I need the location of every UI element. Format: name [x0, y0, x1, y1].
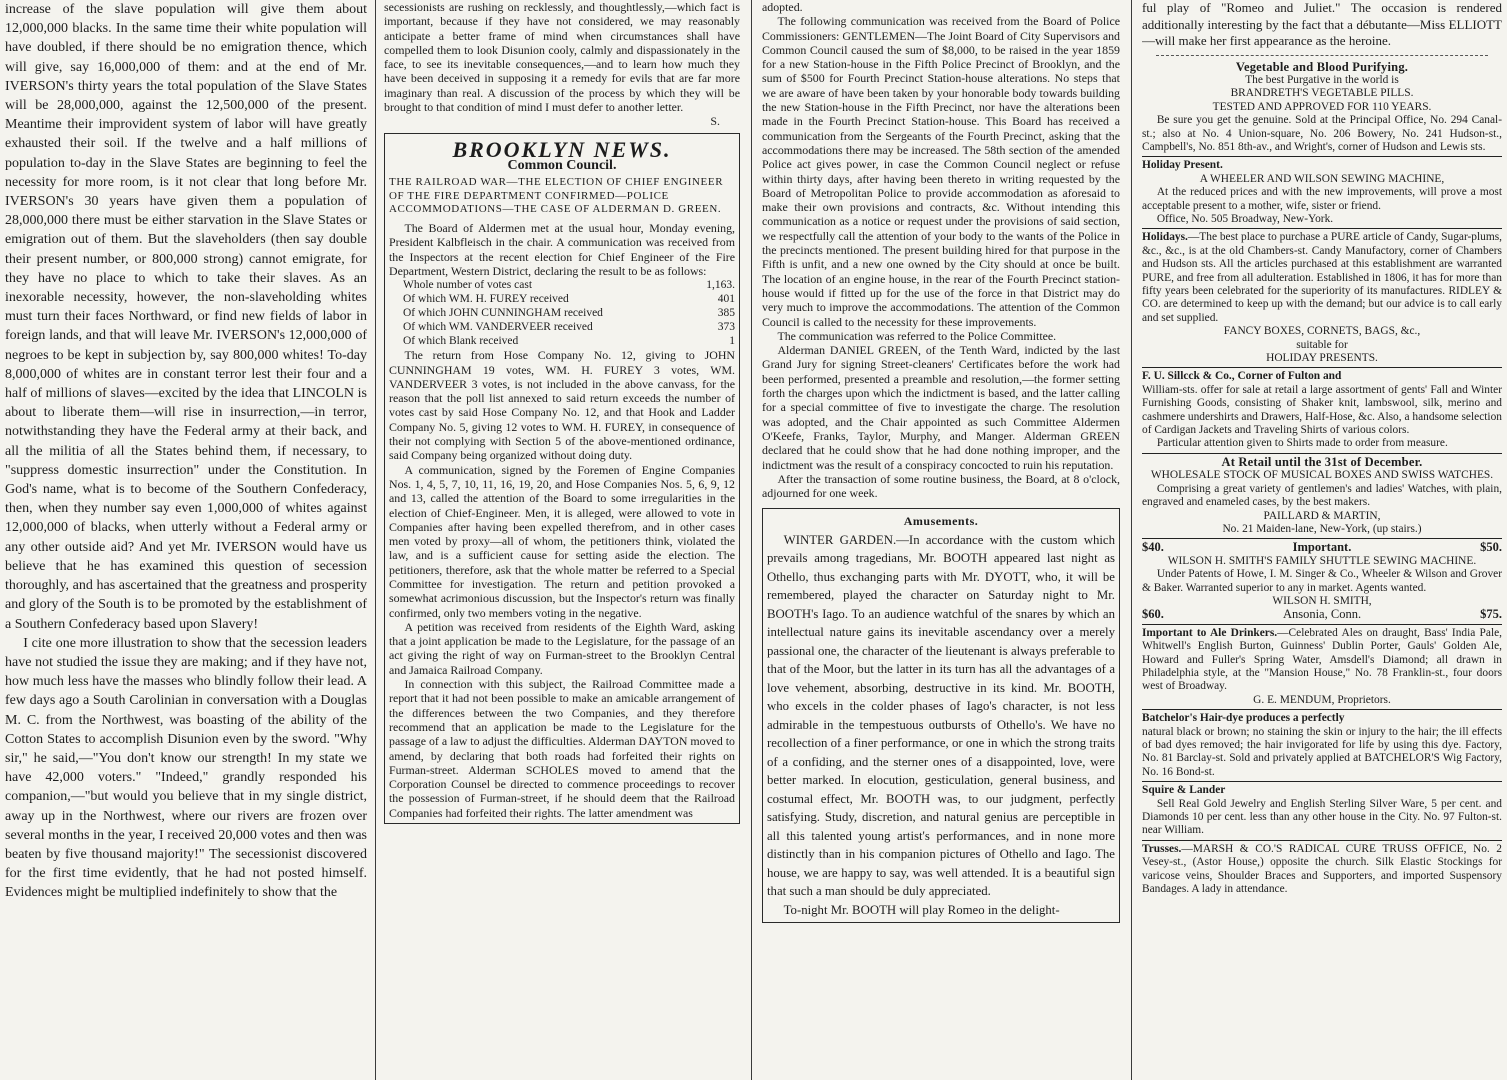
divider — [1142, 367, 1502, 368]
column-rule — [1131, 0, 1132, 1080]
column-2 — [384, 0, 740, 1080]
ad-sillcck — [1142, 370, 1502, 450]
vote-table — [389, 278, 735, 348]
article-paragraph: A communication, signed by the Foremen of Engine Companies Nos. 1, 4, 5, 7, 10, 11, 16, 19, 20, and Hose Companies Nos. 5, 6, 9, 12 and 13, called the attention of the Board to some irregularities in the election of Chief-Engineer. Men, it is alleged, were allowed to vote in Companies after having been expelled therefrom, and in other cases men voted by proxy—all of whom, the petitioners think, violated the law, and is a sufficient cause for setting aside the election. The petitioners, therefore, ask that the whole matter be referred to a Special Committee for investigation. The return and petition provoked a somewhat acrimonious discussion, but the Inspector's return was finally confirmed, only two members voting in the negative. — [389, 462, 735, 620]
column-3 — [762, 0, 1120, 1080]
article-paragraph: increase of the slave population will give them about 12,000,000 blacks. In the same time their white population will have doubled, if there should be no emigration thence, which will give, say 16,000,000 of them: and at the end of Mr. IVERSON's thirty years the total population of the Slave States will be 28,000,000, against the 12,500,000 of the present. Meantime their improvident system of labor will have greatly exhausted their soil. If the twelve and a half millions of population to-day in the Slave States are beginning to feel the necessity for more room, is it not clear that long before Mr. IVERSON's 30 years have given them a population of 28,000,000 there must be either starvation in the Slave States or emigration out of them. But the slaveholders (then say double their present number, or 800,000 strong) cannot emigrate, for they have no place to which to take their slaves. As an inexorable necessity, however, the non-slaveholding whites must turn their faces Northward, or find new fields of labor in foreign lands, and that will leave Mr. IVERSON's 12,000,000 of negroes to be kept in subjection by, say 800,000 whites! To-day 8,000,000 of whites are in constant terror lest their four and a half of millions of slaves—excited by the idea that LINCOLN is about to liberate them—will rise in insurrection,—in terror, notwithstanding they have the Federal army at their back, and all the militia of all the States behind them, if necessary, to "suppress domestic insurrection" under the Constitution. In God's name, what is to become of the Southern Confederacy, then, when they number say even 1,000,000 of whites against 12,000,000 of blacks, when utterly without a Federal army or any other outside aid? And yet Mr. IVERSON would have us believe that he has examined this question of secession thoroughly, and has ascertained that the greatness and prosperity and glory of the South is to be promoted by the establishment of a Southern Confederacy based upon Slavery! — [5, 2, 367, 632]
vote-value: 401 — [717, 293, 735, 306]
section-title: Amusements. — [903, 514, 979, 529]
divider — [1142, 709, 1502, 710]
ad-body: Be sure you get the genuine. Sold at the Principal Office, No. 294 Canal-st.; also at No. 4 Union-square, No. 206 Bowery, No. 241 Hudson-st., Campbell's, No. 851 8th-av., and Wright's, corner of Hudson and Lewis sts. — [1142, 114, 1502, 153]
article-subhead: THE RAILROAD WAR—THE ELECTION OF CHIEF ENGINEER OF THE FIRE DEPARTMENT CONFIRMED—POLICE ACCOMMODATIONS—THE CASE OF ALDERMAN D. GREEN. — [389, 176, 724, 216]
ad-body: natural black or brown; no staining the skin or injury to the hair; the ill effects of bad dyes removed; the hair invigorated for life by using this dye. Factory, No. 81 Barclay-st. Sold and privately applied at BATCHELOR'S Wig Factory, No. 16 Bond-st. — [1142, 725, 1502, 778]
ad-title: Batchelor's Hair-dye produces a perfectly — [1142, 712, 1345, 725]
ad-ale-drinkers — [1142, 627, 1502, 707]
ad-body: —Celebrated Ales on draught, Bass' India Pale, Whitwell's English Burton, Guinness' Dublin Porter, Gauls' Golden Ale, Howard and Fuller's Spring Water, Amsdell's Diamond; all drawn in Philadelphia style, at the "Mansion House," No. 78 Franklin-st., four doors west of Broadway. — [1142, 626, 1502, 693]
brooklyn-news-box — [384, 133, 740, 824]
column-rule — [375, 0, 376, 1080]
ad-squire-lander — [1142, 784, 1502, 838]
price-row — [1142, 608, 1502, 621]
ad-title: Holidays. — [1142, 231, 1188, 244]
vote-row — [389, 320, 735, 334]
divider — [1142, 156, 1502, 157]
ad-line: BRANDRETH'S VEGETABLE PILLS. — [1230, 87, 1414, 100]
divider — [1142, 453, 1502, 454]
ad-body: Comprising a great variety of gentlemen's and ladies' Watches, with plain, engraved and enameled cases, by the best makers. — [1142, 482, 1502, 509]
ad-title: Important to Ale Drinkers. — [1142, 626, 1278, 639]
vote-label: Whole number of votes cast — [403, 279, 533, 292]
ad-line: TESTED AND APPROVED FOR 110 YEARS. — [1212, 100, 1432, 113]
price: $40. — [1142, 540, 1164, 555]
ad-musical-boxes — [1142, 456, 1502, 536]
ad-line: A WHEELER AND WILSON SEWING MACHINE, — [1199, 172, 1445, 185]
divider — [1142, 228, 1502, 229]
ad-title: F. U. Sillcck & Co., Corner of Fulton and — [1142, 370, 1342, 383]
price: $75. — [1480, 607, 1502, 622]
ad-body: Particular attention given to Shirts made to order from measure. — [1156, 437, 1448, 450]
column-4 — [1142, 0, 1502, 1080]
ad-title: Trusses. — [1142, 842, 1182, 855]
ad-trusses — [1142, 843, 1502, 897]
ad-line: suitable for — [1296, 338, 1348, 351]
article-paragraph: A petition was received from residents of the Eighth Ward, asking that a joint application be made to the Legislature, for the passage of an act giving the right of way on Furman-street to the Brooklyn Central and Jamaica Railroad Company. — [389, 619, 735, 677]
ad-title: Important. — [1292, 540, 1352, 555]
ad-address: Ansonia, Conn. — [1282, 607, 1362, 622]
vote-row — [389, 278, 735, 292]
ad-body: William-sts. offer for sale at retail a large assortment of gents' Fall and Winter Furnishing Goods, consisting of Shaker knit, lambswool, silk, merino and cashmere undershirts and Drawers, Half-Hose, &c. Also, a handsome selection of Cardigan Jackets and Traveling Shirts of various colors. — [1142, 383, 1502, 437]
ad-address: Office, No. 505 Broadway, New-York. — [1156, 212, 1334, 225]
article-paragraph: The return from Hose Company No. 12, giving to JOHN CUNNINGHAM 19 votes, WM. H. FUREY 3 votes, WM. VANDERVEER 3 votes, is not included in the above canvass, for the reason that the poll list annexed to said return exceeds the number of votes cast by said Hose Company No. 12, and that Hook and Ladder Company No. 5, giving 12 votes to WM. H. FUREY, in consequence of their not complying with Section 5 of the above-mentioned ordinance, said Company being organized without doing duty. — [389, 348, 735, 463]
article-paragraph: The communication was referred to the Police Committee. — [777, 328, 1057, 343]
ad-wheeler-wilson — [1142, 159, 1502, 226]
article-paragraph: adopted. — [762, 0, 803, 14]
article-paragraph: To-night Mr. BOOTH will play Romeo in the delight- — [783, 902, 1060, 917]
ad-line: WHOLESALE STOCK OF MUSICAL BOXES AND SWISS WATCHES. — [1150, 469, 1494, 482]
divider — [1142, 781, 1502, 782]
article-paragraph: The Board of Aldermen met at the usual hour, Monday evening, President Kalbfleisch in the chair. A communication was received from the Inspectors at the recent election for Chief Engineer of the Fire Department, Western District, declaring the result to be as follows: — [389, 221, 735, 278]
ad-title: Vegetable and Blood Purifying. — [1235, 59, 1409, 74]
ad-line: HOLIDAY PRESENTS. — [1266, 352, 1378, 365]
column-rule — [751, 0, 752, 1080]
article-paragraph: Alderman DANIEL GREEN, of the Tenth Ward, indicted by the last Grand Jury for signing Street-cleaners' Certificates before the work had been performed, presented a preamble and resolution,—the former setting forth the charges upon which the indictment is based, and the latter calling for a special committee of five to investigate the charge. The resolution was adopted, and the Chair appointed as such Committee Aldermen O'Keefe, Franks, Taylor, Murphy, and Manger. Alderman GREEN declared that he could show that he had done nothing improper, and the indictment was the result of a conspiracy concocted to ruin his reputation. — [762, 343, 1120, 472]
article-paragraph: secessionists are rushing on recklessly, and thoughtlessly,—which fact is important, because if they have not considered, we may reasonably anticipate a better frame of mind when circumstances shall have compelled them to look Disunion cooly, calmly and dispassionately in the face, to see its inevitable consequences,—and to learn how much they have been deceived in supposing it a remedy for evils that are far more imaginary than real. A discussion of the process by which they will be brought to that condition of mind I must defer to another letter. — [384, 0, 740, 115]
article-paragraph: The following communication was received from the Board of Police Commissioners: GENTLEMEN—The Joint Board of City Supervisors and Common Council caused the sum of $8,000, to be raised in the year 1859 for a new Station-house in the Fifth Police Precinct of Brooklyn, and the sum of $500 for Fourth Precinct Station-house alterations. No steps that we are aware of have been taken by your honorable body towards building the new Station-house in the Fifth Precinct, nor have the alterations been made in the Fourth Precinct Station-house. This Board has received a communication from the Sergeants of the Fourth Precinct, asking that the accommodations there may be increased. The 58th section of the amended Police act gives power, in case the Common Council neglect or refuse within thirty days, after having been thereto in writing requested by the Board of Metropolitan Police to provide accommodation as aforesaid to make their own provisions and contracts, &c. Without intending this communication as a notice or request under the provisions of said section, we respectfully call the attention of your body to the wants of the Police in the precincts mentioned. The present building hired for that purpose in the Fifth is unfit, and a new one owned by the City should at once be built. The location of an engine house, in the rear of the Fourth Precinct station-house would if fitted up for the use of the force in that District may do very much to improve the accommodations. The attention of the Common Council is called to the necessity for these improvements. — [762, 14, 1120, 329]
vote-label: Of which WM. H. FUREY received — [403, 293, 569, 306]
vote-value: 1,163. — [706, 279, 735, 292]
ad-line: G. E. MENDUM, Proprietors. — [1253, 693, 1391, 706]
price: $60. — [1142, 607, 1164, 622]
divider — [1142, 538, 1502, 539]
ad-body: Under Patents of Howe, I. M. Singer & Co., Wheeler & Wilson and Grover & Baker. Warranted superior to any in market. Agents wanted. — [1142, 568, 1502, 594]
vote-row — [389, 334, 735, 348]
ad-line: FANCY BOXES, CORNETS, BAGS, &c., — [1223, 325, 1421, 338]
ad-line: PAILLARD & MARTIN, — [1263, 509, 1381, 522]
ad-line: The best Purgative in the world is — [1245, 73, 1399, 86]
ad-body: —MARSH & CO.'S RADICAL CURE TRUSS OFFICE, No. 2 Vesey-st., (Astor House,) opposite the church. Silk Elastic Stockings for varicose veins, Shoulder Braces and Supporters, and imported Suspensory Bandages. A lady in attendance. — [1142, 842, 1502, 896]
section-title: BROOKLYN NEWS. — [452, 136, 672, 162]
ad-address: No. 21 Maiden-lane, New-York, (up stairs.) — [1222, 522, 1422, 535]
ad-title: Holiday Present. — [1142, 159, 1223, 172]
vote-value: 1 — [729, 335, 735, 348]
vote-label: Of which JOHN CUNNINGHAM received — [403, 307, 603, 320]
ad-line: WILSON H. SMITH'S FAMILY SHUTTLE SEWING MACHINE. — [1167, 554, 1477, 567]
price: $50. — [1480, 540, 1502, 555]
article-paragraph: In connection with this subject, the Railroad Committee made a report that it had not been possible to make an amicable arrangement of the differences between the two Companies, and they therefore recommend that an application be made to the Legislature for the passage of a law to adjust the difficulties. Alderman DAYTON moved to amend, by declaring that both roads had forfeited their rights on Furman-street. Alderman SCHOLES moved to amend that the Corporation Counsel be directed to commence proceedings to recover the possession of Furman-street, if he should deem that the Railroad Companies had forfeited their rights. The latter amendment was — [389, 677, 735, 820]
ad-title: At Retail until the 31st of December. — [1221, 454, 1423, 469]
vote-row — [389, 306, 735, 320]
vote-value: 373 — [717, 321, 735, 334]
price-row — [1142, 541, 1502, 554]
ad-wilson-smith — [1142, 541, 1502, 621]
article-paragraph: WINTER GARDEN.—In accordance with the custom which prevails among tragedians, Mr. BOOTH appeared last night as Othello, thus exchanging parts with Mr. DYOTT, who, it will be remembered, played the character on Saturday night to Mr. BOOTH's Iago. To an audience watchful of the snares by which an intellectual nature gains its inevitable ascendancy over a merely passional one, the character of the lieutenant is always preferable to that of the Moor, but the latter in its turn has all the advantages of a love vehement, absorbing, destructive in its kind. Mr. BOOTH, who excels in the colder phases of Iago's character, is not less admirable in the tempestuous outbursts of Othello's. We have no recollection of a finer performance, or one in which the strong traits of a confiding, and the sterner ones of a disappointed, love, were better marked. In elocution, gesticulation, general business, and costumal effect, Mr. BOOTH was, to our judgment, perfectly satisfying. Study, discretion, and natural genius are perceptible in all this talented young artist's performances, and in none more distinctly than in his companion pictures of Othello and Iago. The house, we are happy to say, was well attended. It is a beautiful sign that such a man should be duly appreciated. — [767, 532, 1115, 899]
ad-body: At the reduced prices and with the new improvements, will prove a most acceptable present to a mother, wife, sister or friend. — [1142, 186, 1502, 212]
article-paragraph: ful play of "Romeo and Juliet." The occasion is rendered additionally interesting by the fact that a débutante—Miss ELLIOTT—will make her first appearance as the heroine. — [1142, 0, 1502, 48]
vote-label: Of which Blank received — [403, 335, 519, 348]
ad-title: Squire & Lander — [1142, 784, 1226, 797]
vote-row — [389, 292, 735, 306]
column-1 — [5, 0, 367, 1080]
vote-label: Of which WM. VANDERVEER received — [403, 321, 593, 334]
divider — [1156, 55, 1488, 56]
article-paragraph: After the transaction of some routine business, the Board, at 8 o'clock, adjourned for one week. — [762, 471, 1120, 501]
divider — [1142, 624, 1502, 625]
ad-holidays-candy — [1142, 231, 1502, 365]
article-paragraph: I cite one more illustration to show that the secession leaders have not studied the issue they are making; and if they have not, how much less have the masses who blindly follow their lead. A few days ago a South Carolinian in conversation with a Douglas M. C. from the Northwest, was boasting of the ability of the Cotton States to accomplish Disunion even by the sword. "Why sir," he said,—"You don't know our strength! In my state we have 42,000 voters." "Indeed," grandly responded his companion,—"but would you believe that in my single district, away up in the Northwest, where our rivers are frozen over several months in the year, I received 20,000 votes and then was beaten by five thousand majority!" The secessionist discovered for the first time evidently, that he had not posted himself. Evidences might be multiplied indefinitely to show that the — [5, 635, 367, 901]
amusements-box — [762, 508, 1120, 923]
section-subtitle: Common Council. — [507, 157, 617, 173]
divider — [1142, 840, 1502, 841]
ad-brandreth — [1142, 61, 1502, 155]
ad-body: Sell Real Gold Jewelry and English Sterling Silver Ware, 5 per cent. and Diamonds 10 per cent. less than any other house in the City. No. 97 Fulton-st. near William. — [1142, 797, 1502, 837]
ad-line: WILSON H. SMITH, — [1272, 594, 1372, 607]
vote-value: 385 — [717, 307, 735, 320]
signature: S. — [710, 114, 720, 129]
ad-batchelor — [1142, 712, 1502, 779]
ad-body: —The best place to purchase a PURE article of Candy, Sugar-plums, &c., &c., is at the old Chambers-st. Candy Manufactory, corner of Chambers and Hudson sts. All the articles purchased at this establishment are warranted PURE, and free from all adulteration. Established in 1806, it has for more than fifty years been celebrated for the superiority of its manufactures. RIDLEY & CO. are determined to keep up with the demand; but our advice is to call early and set supplied. — [1142, 231, 1502, 324]
